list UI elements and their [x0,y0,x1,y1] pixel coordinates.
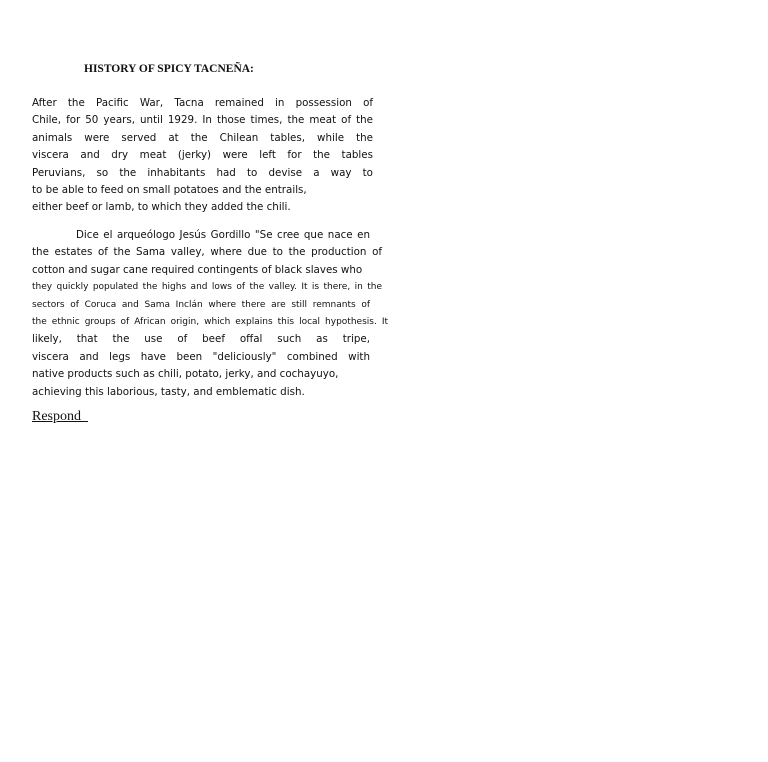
text-line: cotton and sugar cane required contingents of black slaves who [32,263,363,276]
text-line: the ethnic groups of African origin, which explains this local hypothesis. It [32,316,388,327]
text-line: Peruvians, so the inhabitants had to devise a way to [32,166,373,179]
document-title: HISTORY OF SPICY TACNEÑA: [84,63,254,75]
text-line: likely, that the use of beef offal such as tripe, [32,333,370,346]
text-line: Dice el arqueólogo Jesús Gordillo "Se cree que nace en [76,229,370,241]
text-line: Chile, for 50 years, until 1929. In those times, the meat of the [32,114,373,127]
text-line: animals were served at the Chilean tables, while the [32,131,373,144]
text-line: achieving this laborious, tasty, and emblematic dish. [32,385,305,398]
text-line: either beef or lamb, to which they added the chili. [32,201,291,214]
respond-link[interactable]: Respond [32,409,88,424]
text-line: After the Pacific War, Tacna remained in possession of [32,97,373,109]
text-line: native products such as chili, potato, jerky, and cochayuyo, [32,368,339,381]
text-line: viscera and dry meat (jerky) were left for the tables [32,149,373,162]
text-line: to be able to feed on small potatoes and the entrails, [32,183,307,196]
text-line: sectors of Coruca and Sama Inclán where there are still remnants of [32,299,370,310]
history-paragraph-2 [32,227,388,401]
history-paragraph-1 [32,95,373,217]
text-line: viscera and legs have been "deliciously" combined with [32,350,370,363]
text-line: the estates of the Sama valley, where due to the production of [32,246,382,259]
text-line: they quickly populated the highs and lows of the valley. It is there, in the [32,282,382,293]
